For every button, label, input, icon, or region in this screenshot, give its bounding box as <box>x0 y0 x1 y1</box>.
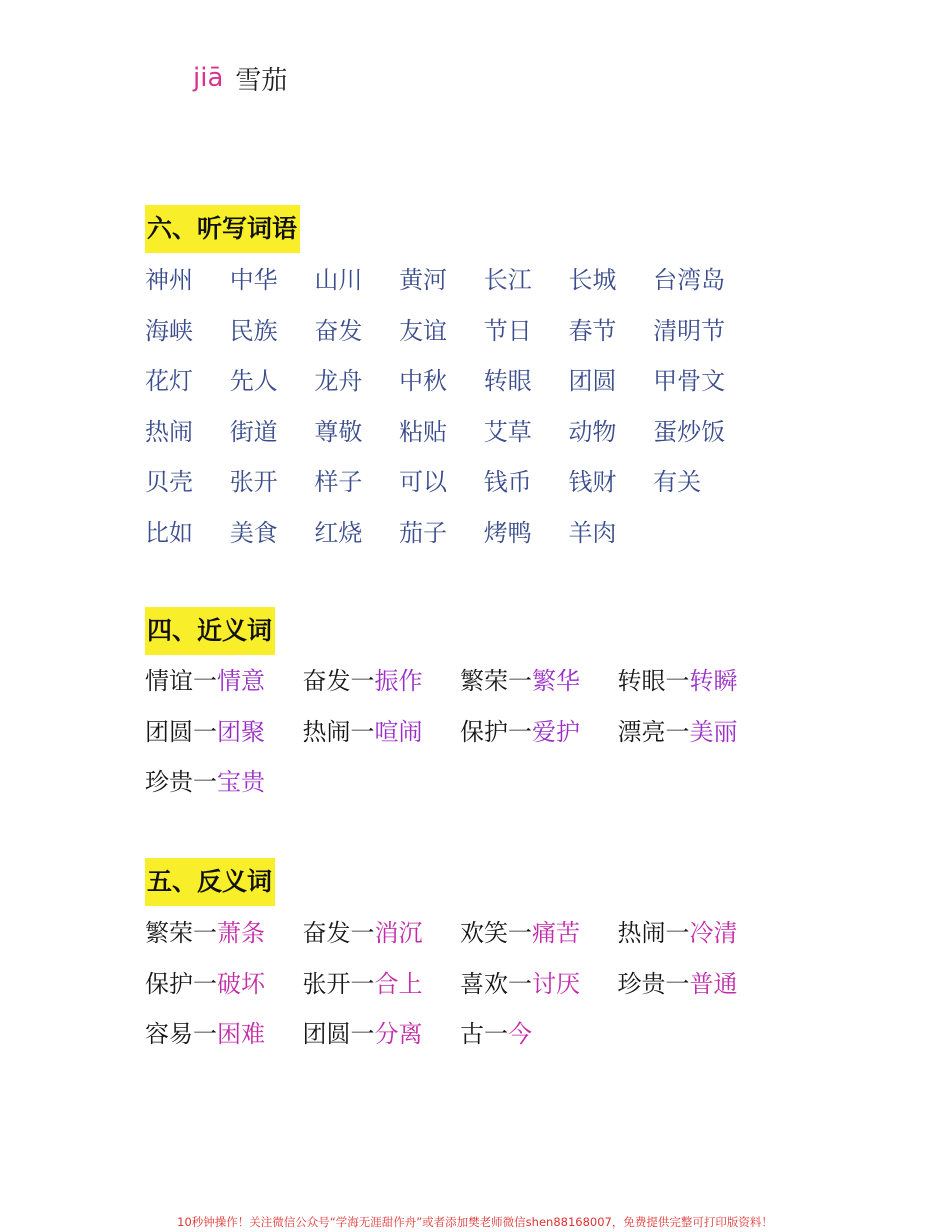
antonym-pair-grid <box>145 908 775 1060</box>
pair-answer: 合上 <box>374 969 423 998</box>
antonym-pair <box>145 959 303 1010</box>
dictation-word: 甲骨文 <box>653 367 726 395</box>
antonym-pair <box>145 908 303 959</box>
pinyin-text: jiā <box>193 63 224 93</box>
pair-word: 热闹 <box>617 919 666 947</box>
pair-word: 团圆 <box>302 1020 351 1048</box>
dictation-word: 羊肉 <box>568 518 617 547</box>
dictation-word: 粘贴 <box>399 417 448 446</box>
pair-answer: 消沉 <box>374 919 423 947</box>
pair-answer: 情意 <box>217 667 265 695</box>
pair-dash: 一 <box>508 667 532 695</box>
pair-word: 漂亮 <box>617 717 666 746</box>
pair-word: 情谊 <box>145 667 193 695</box>
synonym-pair <box>145 757 303 808</box>
pair-answer: 痛苦 <box>532 919 580 947</box>
dictation-word: 花灯 <box>145 367 193 395</box>
pair-word: 喜欢 <box>460 969 508 998</box>
pair-dash: 一 <box>193 717 217 746</box>
pair-word: 保护 <box>460 717 508 746</box>
pair-dash: 一 <box>350 667 375 695</box>
synonym-pair <box>460 707 618 758</box>
dictation-word: 清明节 <box>653 316 726 345</box>
pair-answer: 喧闹 <box>374 717 423 746</box>
antonym-pair <box>460 1009 618 1060</box>
pair-answer: 今 <box>508 1020 532 1048</box>
pair-word: 保护 <box>145 969 193 998</box>
pair-answer: 分离 <box>374 1020 423 1048</box>
dictation-word: 钱财 <box>568 468 617 496</box>
pair-word: 珍贵 <box>145 768 193 796</box>
pair-dash: 一 <box>193 1020 217 1048</box>
dictation-word: 可以 <box>399 468 448 496</box>
pair-word: 团圆 <box>145 717 193 746</box>
pair-dash: 一 <box>350 717 375 746</box>
dictation-word: 黄河 <box>399 266 448 294</box>
pair-answer: 振作 <box>374 667 423 695</box>
dictation-word: 尊敬 <box>314 417 363 446</box>
pair-answer: 破坏 <box>217 969 265 998</box>
pinyin-word: 雪茄 <box>235 65 288 96</box>
pair-word: 奋发 <box>302 667 351 695</box>
antonym-pair <box>618 908 776 959</box>
dictation-word: 样子 <box>314 468 363 496</box>
dictation-word: 中华 <box>229 266 278 294</box>
dictation-word-grid <box>145 255 738 558</box>
pair-word: 繁荣 <box>145 919 193 947</box>
antonym-pair <box>145 1009 303 1060</box>
pair-answer: 团聚 <box>217 717 265 746</box>
pair-dash: 一 <box>508 717 532 746</box>
antonym-pair <box>303 908 461 959</box>
dictation-word: 艾草 <box>483 417 532 446</box>
pair-dash: 一 <box>508 919 532 947</box>
dictation-word: 海峡 <box>145 316 193 345</box>
dictation-word: 台湾岛 <box>653 266 726 294</box>
section-title-antonyms: 五、反义词 <box>145 858 275 906</box>
synonym-pair <box>303 707 461 758</box>
section-title-synonyms: 四、近义词 <box>145 607 275 655</box>
pinyin-line <box>193 60 287 96</box>
dictation-word: 长江 <box>483 266 532 294</box>
pair-answer: 美丽 <box>689 717 738 746</box>
pair-dash: 一 <box>193 969 217 998</box>
dictation-word: 民族 <box>229 316 278 345</box>
pair-word: 张开 <box>302 969 351 998</box>
dictation-word: 茄子 <box>399 518 448 547</box>
dictation-word: 有关 <box>653 468 702 496</box>
section-title-dictation: 六、听写词语 <box>145 205 300 253</box>
synonym-pair <box>618 707 776 758</box>
dictation-word: 烤鸭 <box>483 518 532 547</box>
dictation-word: 团圆 <box>568 367 617 395</box>
pair-word: 繁荣 <box>460 667 508 695</box>
pair-dash: 一 <box>193 919 217 947</box>
pair-dash: 一 <box>665 667 690 695</box>
dictation-word: 节日 <box>483 316 532 345</box>
synonym-pair <box>460 656 618 707</box>
synonym-pair <box>145 707 303 758</box>
dictation-word: 转眼 <box>483 367 532 395</box>
pair-answer: 讨厌 <box>532 969 580 998</box>
pair-dash: 一 <box>193 667 217 695</box>
dictation-word: 先人 <box>229 367 278 395</box>
pair-word: 古 <box>460 1020 484 1048</box>
dictation-word: 比如 <box>145 518 193 547</box>
pair-word: 热闹 <box>302 717 351 746</box>
dictation-word: 龙舟 <box>314 367 363 395</box>
pair-dash: 一 <box>484 1020 508 1048</box>
pair-answer: 爱护 <box>532 717 580 746</box>
antonym-pair <box>460 908 618 959</box>
pair-dash: 一 <box>508 969 532 998</box>
pair-word: 转眼 <box>617 667 666 695</box>
synonym-pair <box>303 656 461 707</box>
dictation-word: 神州 <box>145 266 193 294</box>
dictation-word: 张开 <box>229 468 278 496</box>
pair-answer: 普通 <box>689 969 738 998</box>
synonym-pair <box>618 656 776 707</box>
dictation-word: 山川 <box>314 266 363 294</box>
pair-answer: 宝贵 <box>217 768 265 796</box>
synonym-pair <box>145 656 303 707</box>
pair-dash: 一 <box>350 1020 375 1048</box>
footer-notice: 10秒钟操作！关注微信公众号“学海无涯甜作舟”或者添加樊老师微信shen88168007，免费提供完整可打印版资料！ <box>177 1215 773 1229</box>
antonym-pair <box>460 959 618 1010</box>
dictation-word: 动物 <box>568 417 617 446</box>
dictation-word: 热闹 <box>145 417 193 446</box>
empty-cell <box>653 508 738 559</box>
pair-answer: 冷清 <box>689 919 738 947</box>
dictation-word: 美食 <box>229 518 278 547</box>
pair-dash: 一 <box>665 969 690 998</box>
dictation-word: 红烧 <box>314 518 363 547</box>
pair-answer: 转瞬 <box>689 667 738 695</box>
dictation-word: 奋发 <box>314 316 363 345</box>
dictation-word: 春节 <box>568 316 617 345</box>
pair-dash: 一 <box>350 919 375 947</box>
dictation-word: 蛋炒饭 <box>653 417 726 446</box>
pair-dash: 一 <box>350 969 375 998</box>
pair-dash: 一 <box>665 717 690 746</box>
pair-answer: 困难 <box>217 1020 265 1048</box>
pair-dash: 一 <box>665 919 690 947</box>
pair-dash: 一 <box>193 768 217 796</box>
dictation-word: 贝壳 <box>145 468 193 496</box>
synonym-pair-grid <box>145 656 775 808</box>
dictation-word: 钱币 <box>483 468 532 496</box>
dictation-word: 中秋 <box>399 367 448 395</box>
antonym-pair <box>618 959 776 1010</box>
dictation-word: 街道 <box>229 417 278 446</box>
pair-word: 容易 <box>145 1020 193 1048</box>
pair-answer: 繁华 <box>532 667 580 695</box>
dictation-word: 友谊 <box>399 316 448 345</box>
antonym-pair <box>303 1009 461 1060</box>
pair-word: 奋发 <box>302 919 351 947</box>
pair-word: 欢笑 <box>460 919 508 947</box>
pair-answer: 萧条 <box>217 919 265 947</box>
antonym-pair <box>303 959 461 1010</box>
pair-word: 珍贵 <box>617 969 666 998</box>
dictation-word: 长城 <box>568 266 617 294</box>
